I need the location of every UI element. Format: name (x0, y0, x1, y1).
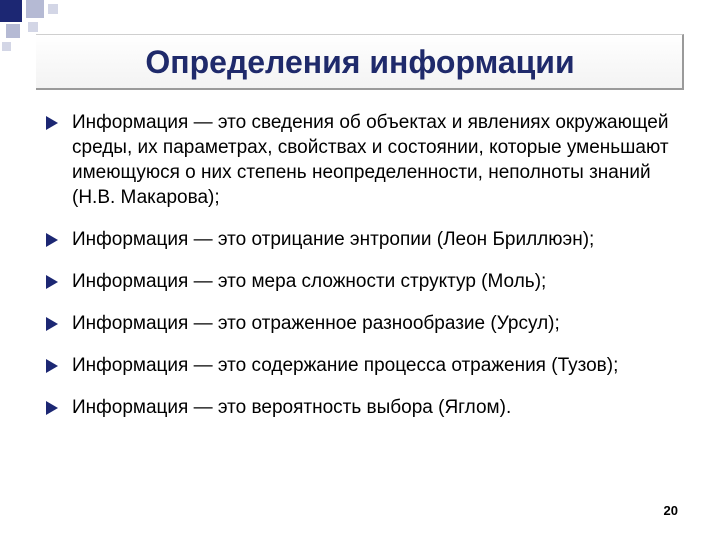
corner-square (2, 42, 11, 51)
slide-title: Определения информации (145, 44, 575, 80)
list-item-text: Информация — это отраженное разнообразие (Урсул); (72, 313, 560, 334)
triangle-bullet-icon (46, 401, 58, 415)
corner-square (0, 0, 22, 22)
list-item (46, 110, 686, 210)
list-item (46, 395, 686, 420)
triangle-bullet-icon (46, 275, 58, 289)
triangle-bullet-icon (46, 317, 58, 331)
list-item-text: Информация — это сведения об объектах и явлениях окружающей среды, их параметрах, свойствах и состоянии, которые уменьшают имеющуюся о них степень неопределенности, неполноты знаний (Н.В. Макарова); (72, 112, 669, 208)
corner-square (6, 24, 20, 38)
list-item-text: Информация — это вероятность выбора (Яглом). (72, 397, 512, 418)
corner-square (26, 0, 44, 18)
triangle-bullet-icon (46, 116, 58, 130)
list-item (46, 311, 686, 336)
list-item (46, 269, 686, 294)
corner-square (28, 22, 38, 32)
definition-list (46, 110, 686, 437)
list-item (46, 227, 686, 252)
triangle-bullet-icon (46, 233, 58, 247)
list-item (46, 353, 686, 378)
triangle-bullet-icon (46, 359, 58, 373)
page-number: 20 (663, 503, 678, 518)
list-item-text: Информация — это мера сложности структур (Моль); (72, 271, 547, 292)
list-item-text: Информация — это отрицание энтропии (Леон Бриллюэн); (72, 229, 595, 250)
corner-square (48, 4, 58, 14)
list-item-text: Информация — это содержание процесса отражения (Тузов); (72, 355, 619, 376)
